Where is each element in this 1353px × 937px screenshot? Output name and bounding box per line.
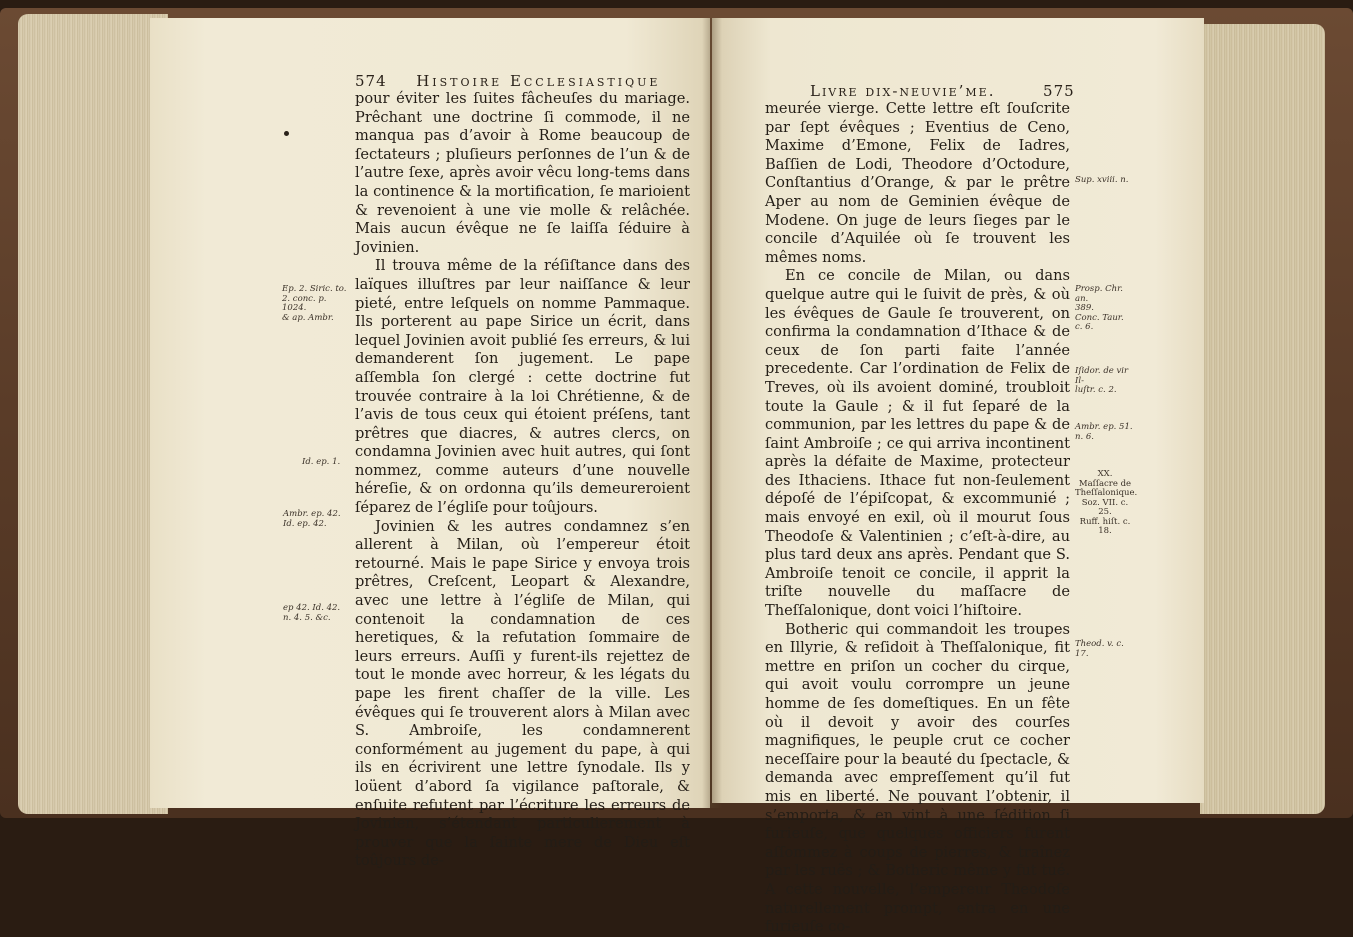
- paragraph: En ce concile de Milan, ou dans quelque autre qui le ſuivit de près, & où les évêques de Gaule ſe trouverent, on confirma la condamnation d’Ithace & de ceux de ſon parti faite l’année precedente. Car l’ordination de Felix de Treves, où ils avoient dominé, troubloit toute la Gaule ; & il fut ſeparé de la communion, par les lettres du pape & de ſaint Ambroiſe ; ce qui arriva incontinent après la défaite de Maxime, protecteur des Ithaciens. Ithace fut non-ſeulement dépoſé de l’épiſcopat, & excommunié ; mais envoyé en exil, où il mourut ſous Theodoſe & Valentinien ; c’eſt-à-dire, au plus tard deux ans après. Pendant que S. Ambroiſe tenoit ce concile, il apprit la triſte nouvelle du maſſacre de Theſſalonique, dont voici l’hiſtoire.: [765, 267, 1070, 620]
- left-page-number: 574: [355, 72, 387, 90]
- right-page-body: [765, 100, 1070, 937]
- right-page-number: 575: [1043, 82, 1075, 100]
- margin-dot-mark: [284, 131, 289, 136]
- margin-note: Sup. xviii. n.: [1075, 175, 1129, 185]
- paragraph: Jovinien & les autres condamnez s’en allerent à Milan, où l’empereur étoit retourné. Mais le pape Sirice y envoya trois prêtres, Creſcent, Leopart & Alexandre, avec une lettre à l’égliſe de Milan, qui contenoit la condamnation de ces heretiques, & la refutation ſommaire de leurs erreurs. Auſſi y furent-ils rejettez de tout le monde avec horreur, & les légats du pape les firent chaſſer de la ville. Les évêques qui ſe trouverent alors à Milan avec S. Ambroiſe, les condamnerent conformément au jugement du pape, à qui ils en écrivirent une lettre ſynodale. Ils y loüent d’abord ſa vigilance paſtorale, & enſuite refutent par l’écriture les erreurs de Jovinien, s’étendant particulierement à prouver que la ſainte mere de Dieu eſt toûjours de-: [355, 517, 690, 870]
- margin-note: Ambr. ep. 51. n. 6.: [1075, 422, 1133, 442]
- margin-note: Id. ep. 1.: [302, 457, 341, 467]
- paragraph: Il trouva même de la réſiſtance dans des laïques illuſtres par leur naiſſance & leur pieté, entre leſquels on nomme Pammaque. Ils porterent au pape Sirice un écrit, dans lequel Jovinien avoit publié ſes erreurs, & lui demanderent ſon jugement. Le pape aſſembla ſon clergé : cette doctrine fut trouvée contraire à la loi Chrétienne, & de l’avis de tous ceux qui étoient préſens, tant prêtres que diacres, & autres clercs, on condamna Jovinien avec huit autres, qui ſont nommez, comme auteurs d’une nouvelle héreſie, & on ordonna qu’ils demeureroient ſéparez de l’égliſe pour toûjours.: [355, 257, 690, 517]
- left-page-header: [355, 72, 660, 90]
- paragraph: meurée vierge. Cette lettre eſt ſouſcrite par ſept évêques ; Eventius de Ceno, Maxime d’Emone, Felix de Iadres, Baſſien de Lodi, Theodore d’Octodure, Conſtantius d’Orange, & par le prêtre Aper au nom de Geminien évêque de Modene. On juge de leurs ſieges par le concile d’Aquilée où ſe trouvent les mêmes noms.: [765, 100, 1070, 266]
- left-running-title: Histoire Ecclesiastique: [416, 72, 661, 90]
- right-running-title: Livre dix-neuvie’me.: [810, 82, 996, 100]
- margin-note: XX. Maſſacre de Theſſalonique. Soz. VII. c. 25. Ruff. hiſt. c. 18.: [1075, 469, 1138, 536]
- right-page-header: [810, 82, 1075, 100]
- paragraph: pour éviter les ſuites fâcheuſes du mariage. Prêchant une doctrine ſi commode, il ne manqua pas d’avoir à Rome beaucoup de ſectateurs ; pluſieurs perſonnes de l’un & de l’autre ſexe, après avoir vêcu long-tems dans la continence & la mortification, ſe marioient & revenoient à une vie molle & relâchée. Mais aucun évêque ne ſe laiſſa ſéduire à Jovinien.: [355, 90, 690, 256]
- paragraph: Botheric qui commandoit les troupes en Illyrie, & reſidoit à Theſſalonique, fit mettre en priſon un cocher du cirque, qui avoit voulu corrompre un jeune homme de ſes domeſtiques. En un fête où il devoit y avoir des courſes magnifiques, le peuple crut ce cocher neceſſaire pour la beauté du ſpectacle, & demanda avec empreſſement qu’il fut mis en liberté. Ne pouvant l’obtenir, il s’emporta, & en vint à une ſédition ſi furieuſe, que quelques officiers furent aſſommez à coups de pierres, & traînez par les ruës ; & Botheric même y fut tué. A cette nouvelle, l’empereur Theodoſe naturellement prompt, entra en une furieuſe co-: [765, 620, 1070, 936]
- book-gutter: [702, 18, 722, 808]
- margin-note: Theod. v. c. 17.: [1075, 639, 1124, 659]
- margin-note: Ep. 2. Siric. to. 2. conc. p. 1024. & ap. Ambr.: [282, 284, 347, 323]
- margin-note: Prosp. Chr. an. 389. Conc. Taur. c. 6.: [1075, 284, 1124, 332]
- margin-note: Iſidor. de vir Il- luſtr. c. 2.: [1075, 366, 1129, 395]
- margin-note: ep 42. Id. 42. n. 4. 5. &c.: [283, 603, 341, 623]
- right-page-edges: [1200, 24, 1325, 814]
- left-page-edges: [18, 14, 168, 814]
- margin-note: Ambr. ep. 42. Id. ep. 42.: [283, 509, 341, 529]
- left-page-body: [355, 90, 690, 871]
